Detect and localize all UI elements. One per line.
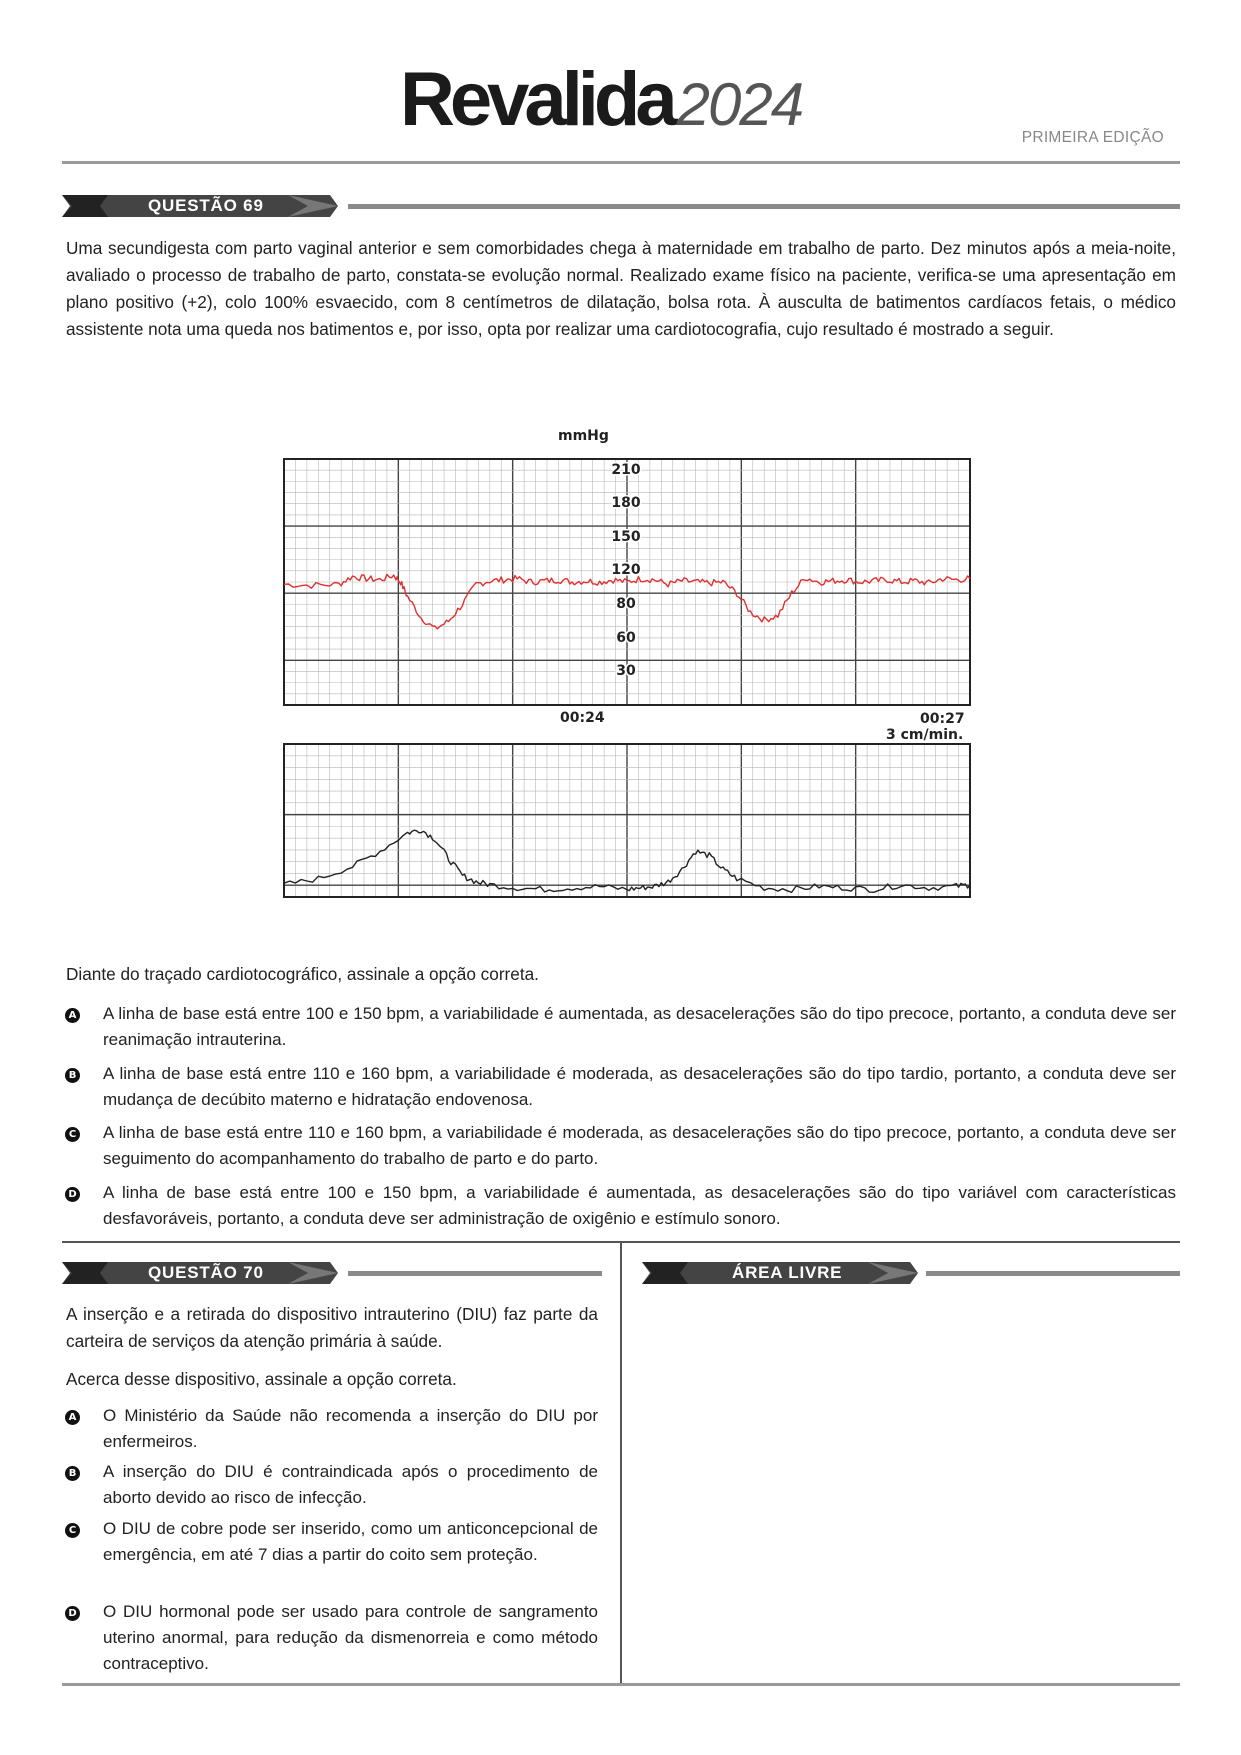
column-divider xyxy=(620,1243,622,1683)
question-69-header xyxy=(62,195,1180,217)
time-label-end: 00:27 xyxy=(920,711,965,727)
header-divider xyxy=(62,161,1180,164)
question-70-label: QUESTÃO 70 xyxy=(148,1263,264,1282)
ctg-svg xyxy=(270,425,980,910)
q70-option-b[interactable]: A inserção do DIU é contraindicada após o procedimento de aborto devido ao risco de infecção. xyxy=(103,1462,598,1507)
fhr-tick-label: 120 xyxy=(611,562,641,578)
option-c-bullet: C xyxy=(65,1523,80,1538)
chart-unit-label: mmHg xyxy=(558,428,609,444)
question-70-header xyxy=(62,1262,602,1284)
question-69-prompt: Diante do traçado cardiotocográfico, assinale a opção correta. xyxy=(66,964,539,984)
q70-option-c[interactable]: O DIU de cobre pode ser inserido, como um anticoncepcional de emergência, em até 7 dias a partir do coito sem proteção. xyxy=(103,1519,598,1564)
option-d-bullet: D xyxy=(65,1606,80,1621)
option-a-bullet: A xyxy=(65,1008,80,1023)
fhr-tick-label: 210 xyxy=(611,462,641,478)
paper-speed-label: 3 cm/min. xyxy=(886,727,964,743)
q69-option-c[interactable]: A linha de base está entre 110 e 160 bpm, a variabilidade é moderada, as desacelerações são do tipo precoce, portanto, a conduta deve ser seguimento do acompanhamento do trabalho de parto e do parto. xyxy=(103,1123,1176,1168)
q69-option-a[interactable]: A linha de base está entre 100 e 150 bpm, a variabilidade é aumentada, as desacelerações são do tipo precoce, portanto, a conduta deve ser reanimação intrauterina. xyxy=(103,1004,1176,1049)
footer-divider xyxy=(62,1683,1180,1686)
option-d-bullet: D xyxy=(65,1187,80,1202)
free-area-rule xyxy=(926,1271,1180,1276)
time-label-start: 00:24 xyxy=(560,710,605,726)
fhr-tick-label: 80 xyxy=(616,596,636,612)
free-area-header xyxy=(642,1262,1180,1284)
option-b-bullet: B xyxy=(65,1068,80,1083)
fhr-tick-label: 150 xyxy=(611,529,641,545)
ctg-chart xyxy=(270,425,980,910)
q70-option-a[interactable]: O Ministério da Saúde não recomenda a inserção do DIU por enfermeiros. xyxy=(103,1406,598,1451)
question-70-rule xyxy=(348,1271,602,1276)
fhr-tick-label: 60 xyxy=(616,630,636,646)
question-69-rule xyxy=(348,204,1180,209)
q69-option-d[interactable]: A linha de base está entre 100 e 150 bpm, a variabilidade é aumentada, as desacelerações são do tipo variável com características desfavoráveis, portanto, a conduta deve ser administração de oxigênio e estímulo sonoro. xyxy=(103,1183,1176,1228)
question-69-stem: Uma secundigesta com parto vaginal anterior e sem comorbidades chega à maternidade em trabalho de parto. Dez minutos após a meia-noite, avaliado o processo de trabalho de parto, constata-se evolução normal. Realizado exame físico na paciente, verifica-se uma apresentação em plano positivo (+2), colo 100% esvaecido, com 8 centímetros de dilatação, bolsa rota. À ausculta de batimentos cardíacos fetais, o médico assistente nota uma queda nos batimentos e, por isso, opta por realizar uma cardiotocografia, cujo resultado é mostrado a seguir. xyxy=(66,238,1176,339)
free-area-label: ÁREA LIVRE xyxy=(732,1263,843,1282)
edition-label: PRIMEIRA EDIÇÃO xyxy=(1021,129,1164,146)
q69-option-b[interactable]: A linha de base está entre 110 e 160 bpm, a variabilidade é moderada, as desacelerações são do tipo tardio, portanto, a conduta deve ser mudança de decúbito materno e hidratação endovenosa. xyxy=(103,1064,1176,1109)
revalida-logo: Revalida2024 xyxy=(400,57,803,142)
fhr-tick-label: 180 xyxy=(611,495,641,511)
option-a-bullet: A xyxy=(65,1410,80,1425)
q70-option-d[interactable]: O DIU hormonal pode ser usado para controle de sangramento uterino anormal, para redução da dismenorreia e como método contraceptivo. xyxy=(103,1602,598,1673)
option-c-bullet: C xyxy=(65,1127,80,1142)
option-b-bullet: B xyxy=(65,1466,80,1481)
question-69-label: QUESTÃO 69 xyxy=(148,196,264,215)
question-70-stem: A inserção e a retirada do dispositivo intrauterino (DIU) faz parte da carteira de serviços da atenção primária à saúde. xyxy=(66,1304,598,1351)
question-70-prompt: Acerca desse dispositivo, assinale a opção correta. xyxy=(66,1369,457,1389)
fhr-tick-label: 30 xyxy=(616,663,636,679)
